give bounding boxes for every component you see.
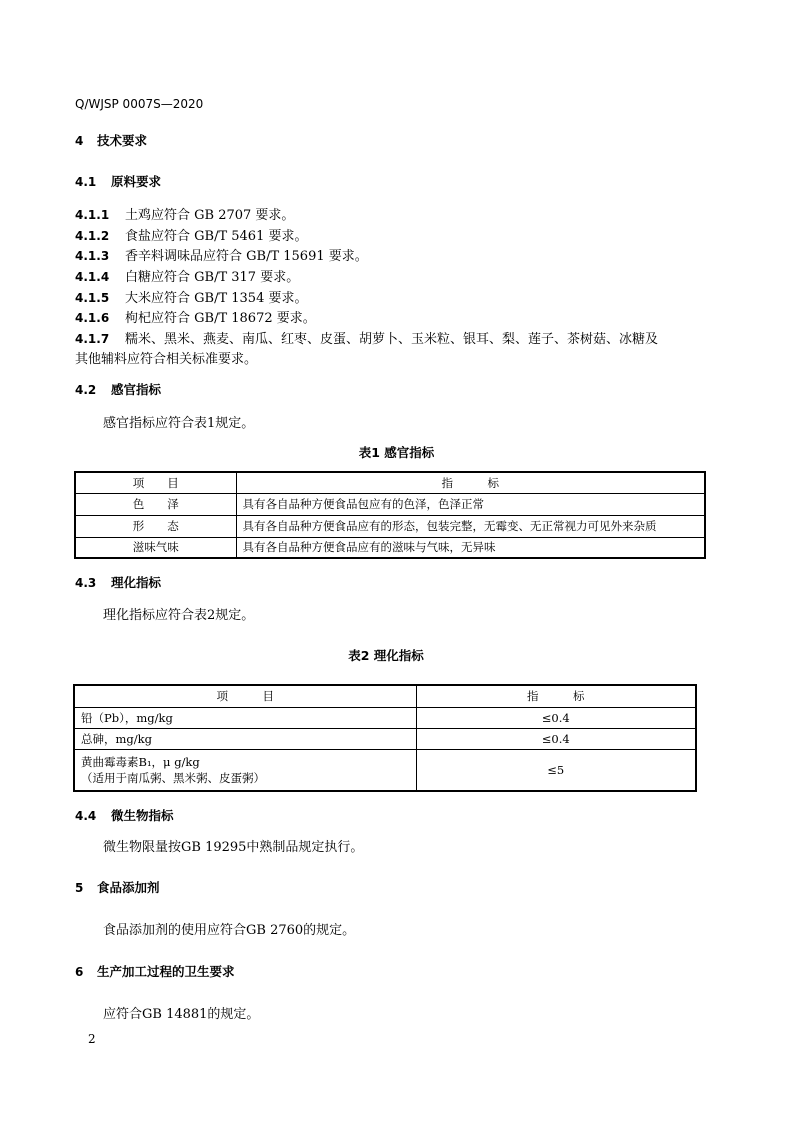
clause-text: 糯米、黑米、燕麦、南瓜、红枣、皮蛋、胡萝卜、玉米粒、银耳、梨、莲子、茶树菇、冰糖及 [125, 332, 659, 347]
cell-item: 铅（Pb），mg/kg [74, 707, 416, 728]
header-indicator: 指 标 [236, 472, 705, 493]
section-title: 生产加工过程的卫生要求 [97, 964, 235, 979]
clause-4-1-1 [75, 204, 294, 223]
section-4-4-heading [75, 806, 174, 824]
section-title: 微生物指标 [111, 808, 174, 823]
clause-number: 4.1.7 [75, 332, 110, 346]
table-row [74, 707, 696, 728]
table-row [75, 493, 705, 515]
clause-number: 4.1.4 [75, 270, 110, 284]
clause-4-1-3 [75, 245, 368, 264]
cell-item: 总砷，mg/kg [74, 728, 416, 749]
section-4-1-heading [75, 172, 161, 190]
cell-indicator: 具有各自品种方便食品应有的形态，包装完整，无霉变、无正常视力可见外来杂质 [236, 515, 705, 537]
header-item: 项 目 [75, 472, 236, 493]
section-4-heading [75, 131, 147, 149]
section-title: 感官指标 [111, 382, 162, 397]
clause-text: 大米应符合 GB/T 1354 要求。 [125, 291, 308, 306]
section-title: 食品添加剂 [97, 880, 160, 895]
clause-text: 香辛料调味品应符合 GB/T 15691 要求。 [125, 249, 368, 264]
section-6-heading [75, 962, 235, 980]
clause-4-1-4 [75, 266, 299, 285]
clause-text: 食盐应符合 GB/T 5461 要求。 [125, 229, 308, 244]
clause-4-1-7 [75, 328, 658, 347]
cell-item: 色 泽 [75, 493, 236, 515]
section-number: 4.1 [75, 175, 97, 189]
section-4-4-body: 微生物限量按GB 19295中熟制品规定执行。 [103, 840, 364, 855]
cell-value: ≤0.4 [416, 707, 696, 728]
section-number: 6 [75, 965, 84, 979]
section-5-heading [75, 878, 160, 896]
cell-value: ≤0.4 [416, 728, 696, 749]
clause-4-1-7-continuation: 其他辅料应符合相关标准要求。 [75, 352, 258, 367]
clause-text: 白糖应符合 GB/T 317 要求。 [125, 270, 300, 285]
section-4-3-heading [75, 573, 161, 591]
clause-text: 枸杞应符合 GB/T 18672 要求。 [125, 311, 316, 326]
section-number: 4.4 [75, 809, 97, 823]
clause-number: 4.1.3 [75, 249, 110, 263]
section-4-2-body: 感官指标应符合表1规定。 [103, 416, 255, 431]
table-row [74, 749, 696, 791]
table-1-caption: 表1 感官指标 [358, 445, 435, 460]
section-6-body: 应符合GB 14881的规定。 [103, 1007, 260, 1022]
cell-item [74, 749, 416, 791]
table-header-row [75, 472, 705, 493]
cell-item: 形 态 [75, 515, 236, 537]
cell-indicator: 具有各自品种方便食品应有的滋味与气味，无异味 [236, 537, 705, 558]
clause-number: 4.1.5 [75, 291, 110, 305]
clause-number: 4.1.6 [75, 311, 110, 325]
cell-item-line: 黄曲霉毒素B₁，μ g/kg [81, 754, 200, 769]
section-title: 技术要求 [97, 133, 148, 148]
section-title: 理化指标 [111, 575, 162, 590]
section-title: 原料要求 [111, 174, 162, 189]
section-4-2-heading [75, 380, 161, 398]
clause-number: 4.1.2 [75, 229, 110, 243]
table-1-sensory [74, 471, 706, 559]
document-id: Q/WJSP 0007S—2020 [75, 97, 204, 111]
clause-number: 4.1.1 [75, 208, 110, 222]
section-5-body: 食品添加剂的使用应符合GB 2760的规定。 [103, 923, 356, 938]
section-number: 4.2 [75, 383, 97, 397]
table-header-row [74, 685, 696, 707]
table-row [74, 728, 696, 749]
table-2-caption: 表2 理化指标 [348, 648, 424, 663]
cell-item: 滋味气味 [75, 537, 236, 558]
section-number: 4.3 [75, 576, 97, 590]
cell-item-note: （适用于南瓜粥、黑米粥、皮蛋粥） [81, 770, 265, 785]
section-number: 4 [75, 134, 84, 148]
section-4-3-body: 理化指标应符合表2规定。 [103, 608, 255, 623]
page-number: 2 [88, 1032, 96, 1046]
section-number: 5 [75, 881, 84, 895]
cell-indicator: 具有各自品种方便食品包应有的色泽，色泽正常 [236, 493, 705, 515]
clause-4-1-2 [75, 225, 307, 244]
header-item: 项 目 [74, 685, 416, 707]
clause-4-1-6 [75, 307, 316, 326]
header-indicator: 指 标 [416, 685, 696, 707]
cell-value: ≤5 [416, 749, 696, 791]
clause-4-1-5 [75, 287, 307, 306]
table-row [75, 537, 705, 558]
table-2-physicochemical [73, 684, 697, 792]
table-row [75, 515, 705, 537]
clause-text: 土鸡应符合 GB 2707 要求。 [125, 208, 295, 223]
